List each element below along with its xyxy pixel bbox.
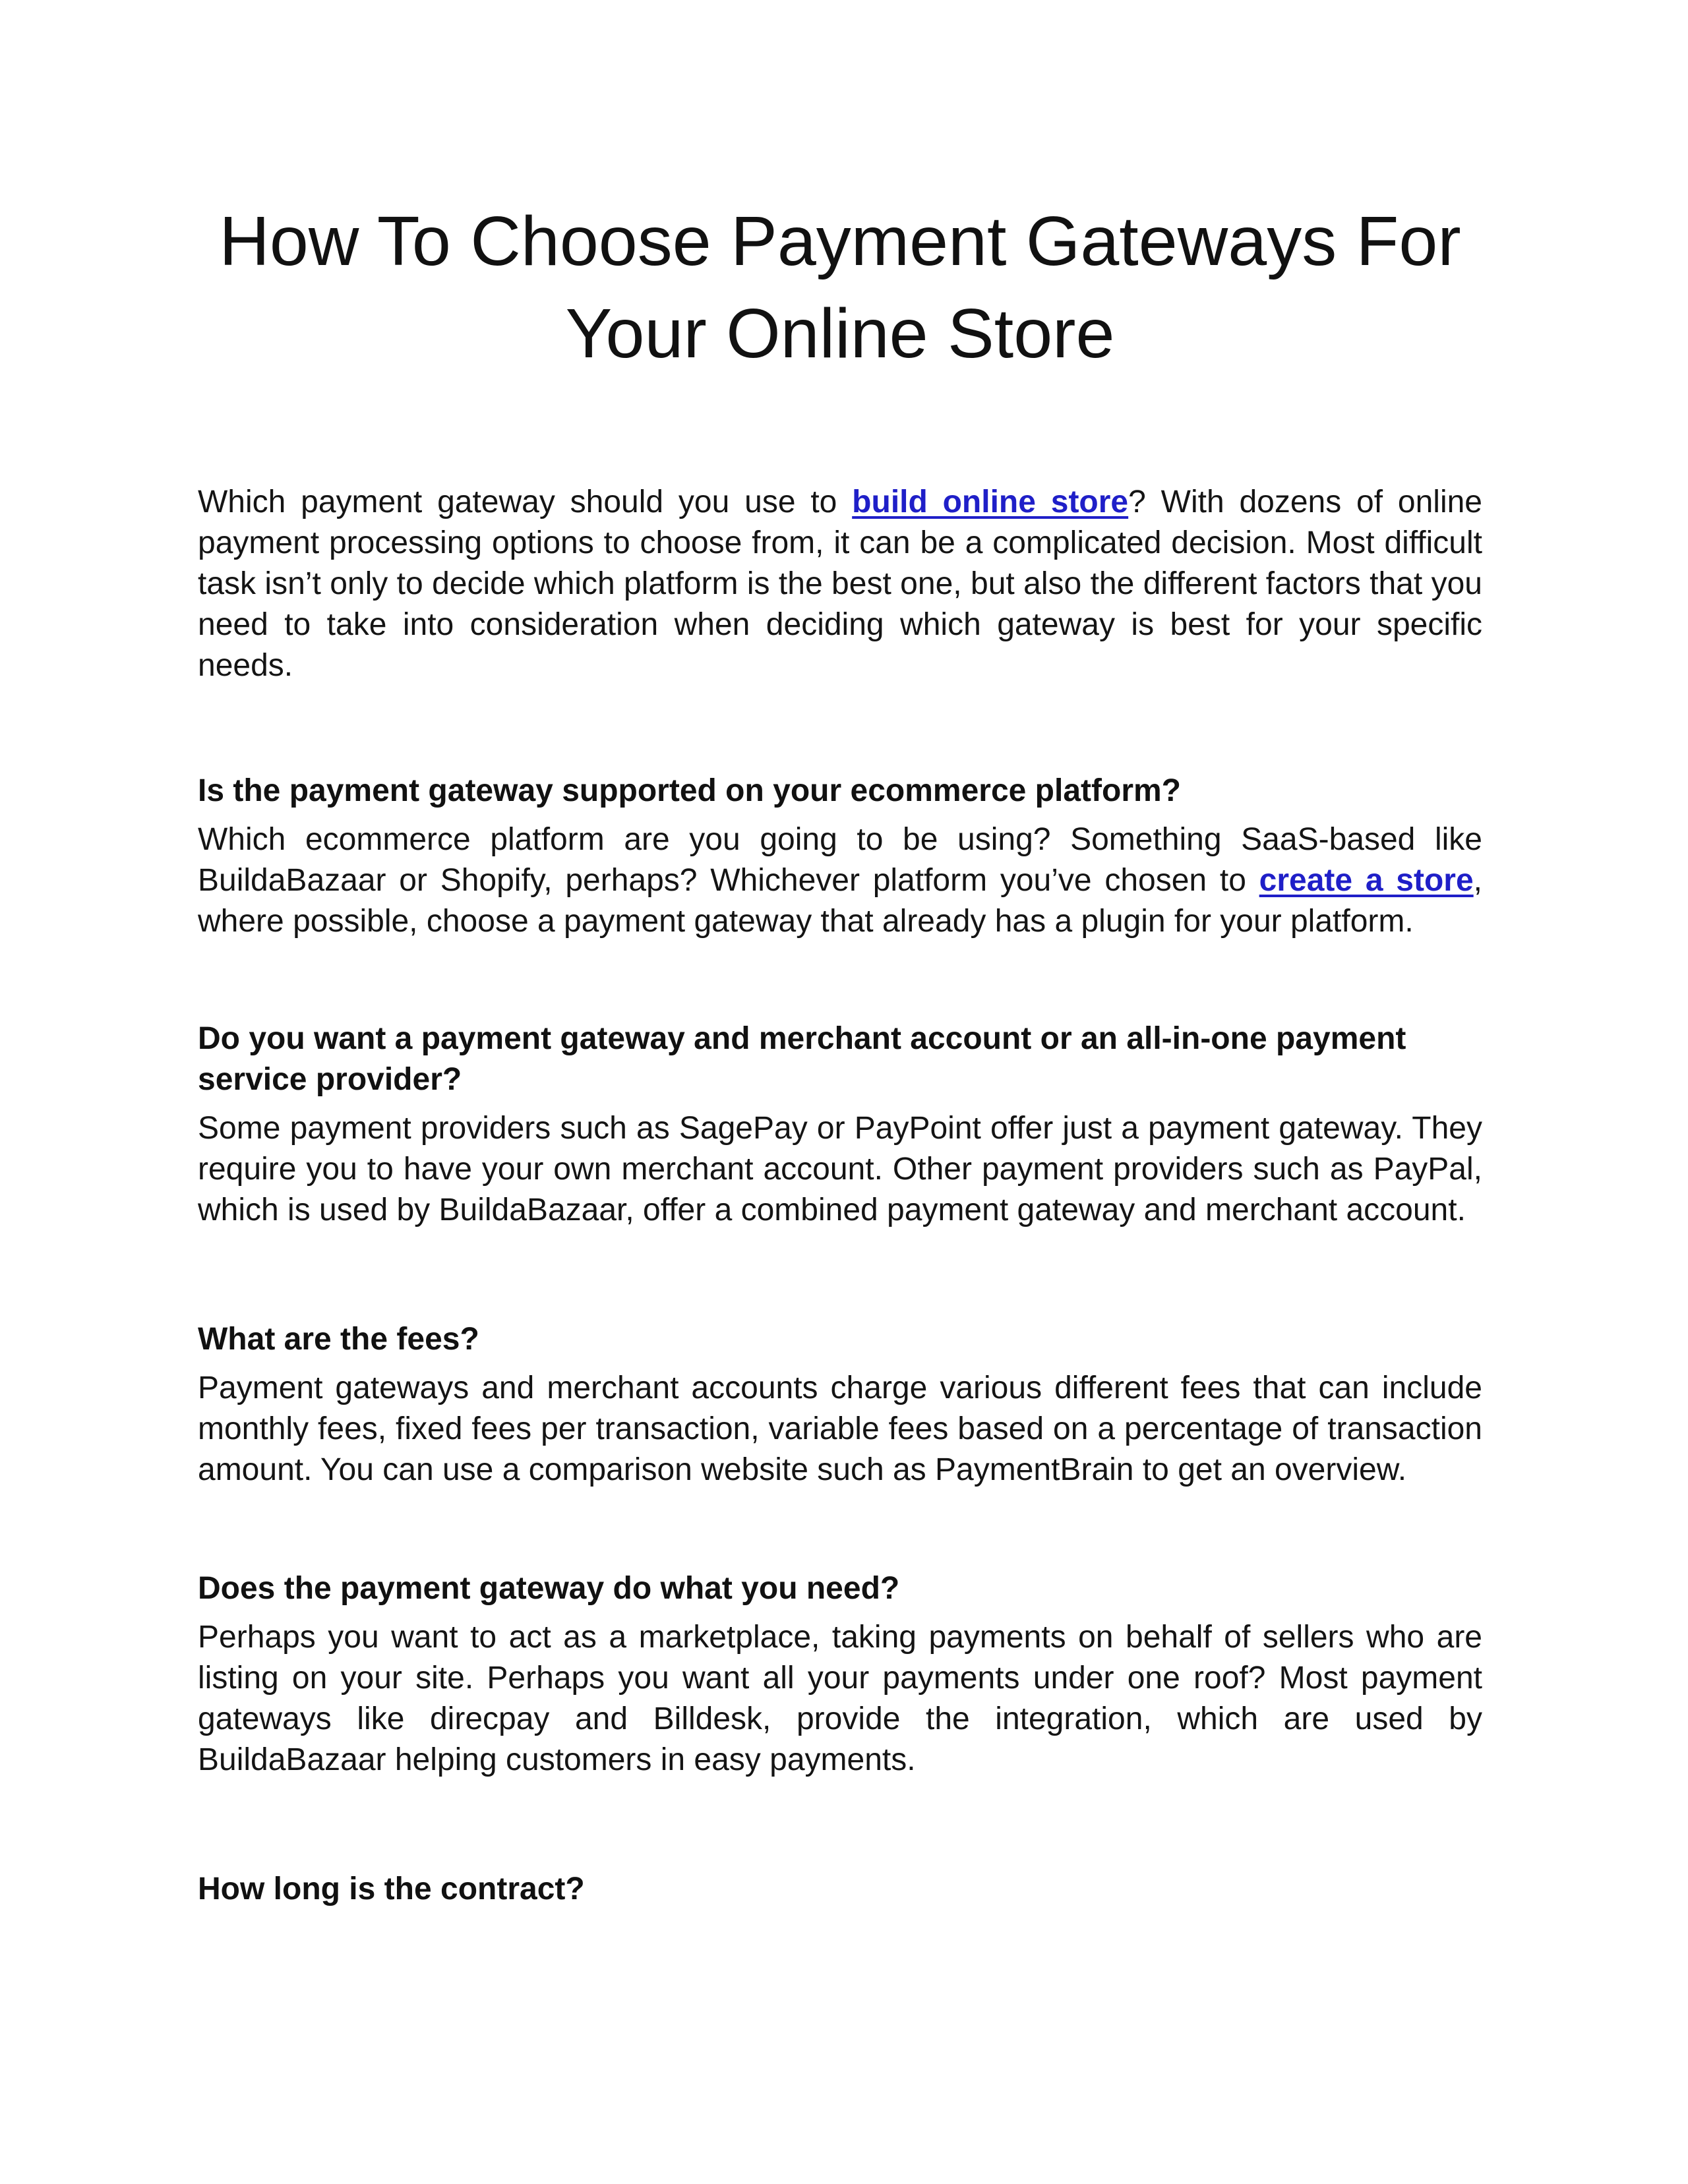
section-platform-support xyxy=(198,771,1482,942)
section-heading: Is the payment gateway supported on your ecommerce platform? xyxy=(198,773,1181,808)
page-title-line-2: Your Online Store xyxy=(565,295,1115,372)
section-merchant-account xyxy=(198,1018,1482,1231)
section-body xyxy=(198,819,1482,942)
section-needs xyxy=(198,1568,1482,1781)
section-heading: Does the payment gateway do what you need? xyxy=(198,1571,900,1606)
page-title xyxy=(198,195,1482,380)
section-fees xyxy=(198,1319,1482,1490)
section-body: Some payment providers such as SagePay or PayPoint offer just a payment gateway. They require you to have your own merchant account. Other payment providers such as PayPal, which is used by BuildaBazaar, offer a combined payment gateway and merchant account. xyxy=(198,1111,1482,1227)
section-body: Perhaps you want to act as a marketplace, taking payments on behalf of sellers who are listing on your site. Perhaps you want all your payments under one roof? Most payment gateways like direcpay and Billdesk, provide the integration, which are used by BuildaBazaar helping customers in easy payments. xyxy=(198,1620,1482,1777)
section-text-after-link: , where possible, choose a payment gateway that already has a plugin for your platform. xyxy=(198,863,1483,939)
section-body: Payment gateways and merchant accounts charge various different fees that can include monthly fees, fixed fees per transaction, variable fees based on a percentage of transaction amount. You can use a comparison website such as PaymentBrain to get an overview. xyxy=(198,1371,1482,1487)
create-a-store-link[interactable]: create a store xyxy=(1259,863,1474,898)
page-title-line-1: How To Choose Payment Gateways For xyxy=(219,202,1461,280)
build-online-store-link[interactable]: build online store xyxy=(852,485,1129,519)
document-page xyxy=(198,195,1482,1910)
section-heading: How long is the contract? xyxy=(198,1872,585,1906)
section-text-before-link: Which ecommerce platform are you going to be using? Something SaaS-based like BuildaBazaar or Shopify, perhaps? Whichever platform you’ve chosen to xyxy=(198,822,1482,898)
section-heading: Do you want a payment gateway and merchant account or an all-in-one payment service provider? xyxy=(198,1021,1406,1097)
intro-text-before-link: Which payment gateway should you use to xyxy=(198,485,853,519)
section-heading: What are the fees? xyxy=(198,1322,479,1357)
intro-paragraph xyxy=(198,482,1482,686)
section-contract xyxy=(198,1869,1482,1910)
intro-text-after-link: ? With dozens of online payment processing options to choose from, it can be a complicated decision. Most difficult task isn’t only to decide which platform is the best one, but also the different factors that you need to take into consideration when deciding which gateway is best for your specific needs. xyxy=(198,485,1482,683)
